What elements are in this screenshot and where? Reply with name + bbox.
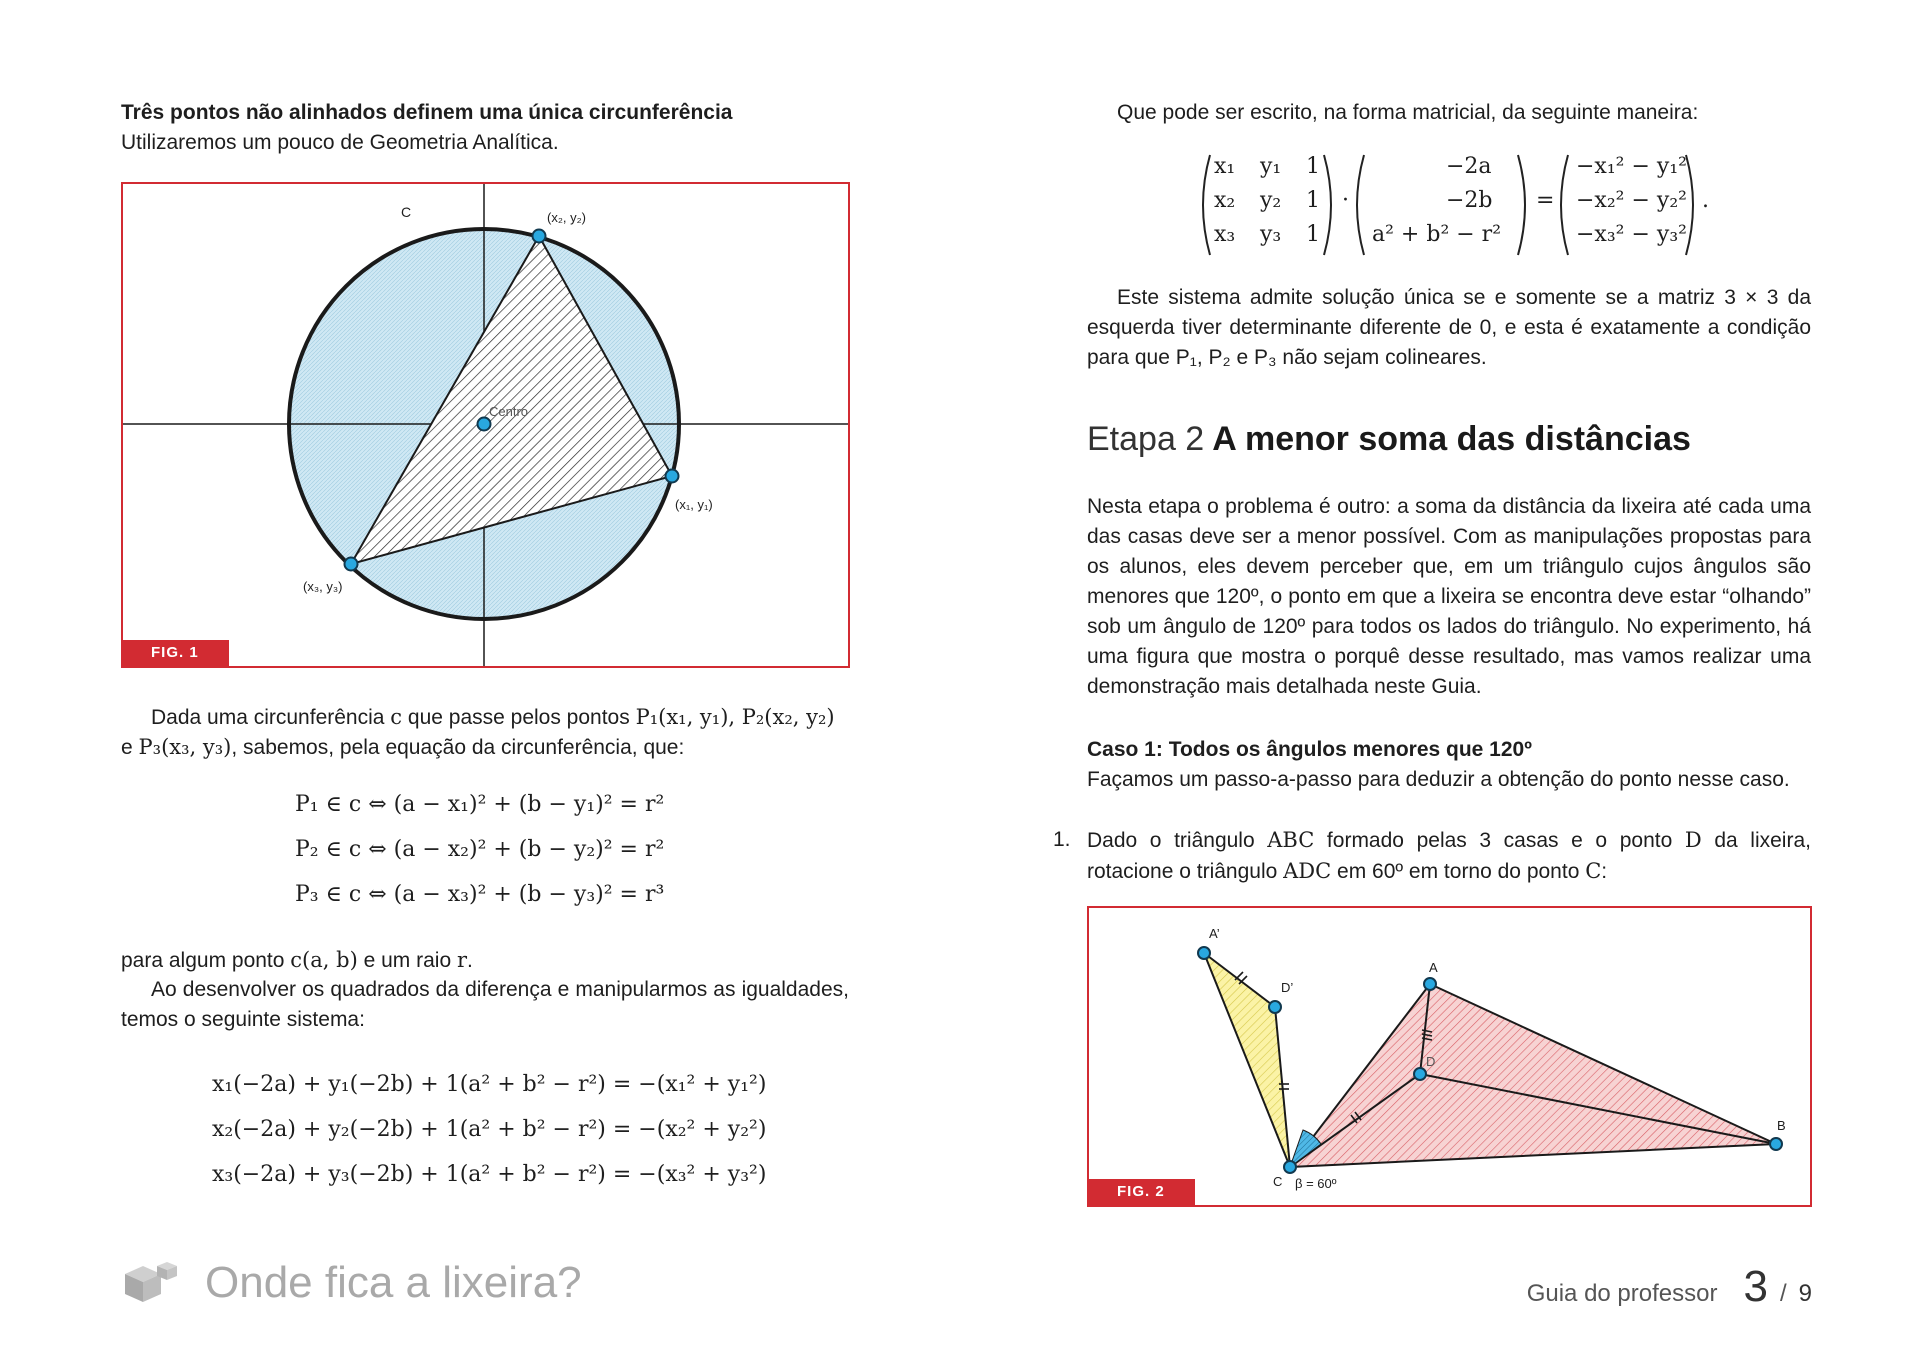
case-title: Caso 1: Todos os ângulos menores que 120º	[1087, 738, 1532, 761]
text-run: e um raio	[357, 949, 457, 972]
para-matrix-intro: Que pode ser escrito, na forma matricial, da seguinte maneira:	[1117, 101, 1699, 124]
math-r: r	[456, 948, 468, 972]
para-unique-solution: Este sistema admite solução única se e somente se a matriz 3 × 3 da esquerda tiver determinante diferente de 0, e esta é exatamente a condição para que P₁, P₂ e P₃ não sejam colineares.	[1087, 286, 1811, 369]
text-run: Dado o triângulo	[1087, 829, 1268, 852]
label-circle-c: C	[401, 204, 412, 220]
math-p3: P₃(x₃, y₃)	[138, 735, 232, 759]
page-number: 3	[1743, 1262, 1768, 1311]
point-d	[1414, 1068, 1426, 1080]
triangle-abc	[1290, 984, 1776, 1167]
equals-operator: =	[1536, 188, 1555, 213]
text-run: e	[121, 736, 139, 759]
text-run: em 60º em torno do ponto	[1331, 860, 1586, 883]
text-run: Dada uma circunferência	[151, 706, 391, 729]
para-system-intro: Ao desenvolver os quadrados da diferença e manipularmos as igualdades, temos o seguinte sistema:	[121, 978, 849, 1031]
para-circle-intro	[121, 702, 849, 733]
text-run: da lixeira, rotacione o triângulo	[1087, 829, 1811, 883]
m1-cell: 1	[1306, 154, 1320, 179]
math-c: c	[390, 705, 403, 729]
label-p3: (x₃, y₃)	[303, 579, 343, 594]
figure-1	[121, 182, 850, 668]
circle-diagram	[123, 184, 848, 666]
m2-cell: a² + b² − r²	[1372, 222, 1502, 247]
label-d-prime: D’	[1281, 980, 1294, 995]
section-number: Etapa 2	[1087, 420, 1205, 458]
m3-cell: −x₃² − y₃²	[1576, 222, 1687, 247]
step-item	[1053, 825, 1811, 887]
rotation-diagram	[1089, 908, 1810, 1205]
equation: x₂(−2a) + y₂(−2b) + 1(a² + b² − r²) = −(x₂² + y₂²)	[212, 1117, 767, 1142]
m1-cell: 1	[1306, 222, 1320, 247]
m1-cell: y₁	[1260, 154, 1282, 179]
text-run: .	[467, 949, 473, 972]
triangle-adc-rotated	[1204, 953, 1290, 1167]
point-d-prime	[1269, 1001, 1281, 1013]
m1-cell: y₃	[1260, 222, 1282, 247]
label-b: B	[1777, 1118, 1786, 1133]
label-p2: (x₂, y₂)	[547, 210, 586, 225]
label-center: Centro	[489, 404, 529, 419]
point-a-prime	[1198, 947, 1210, 959]
equation: x₃(−2a) + y₃(−2b) + 1(a² + b² − r²) = −(x₃² + y₃²)	[212, 1162, 767, 1187]
label-a: A	[1429, 960, 1438, 975]
case-text: Façamos um passo-a-passo para deduzir a obtenção do ponto nesse caso.	[1087, 768, 1790, 791]
label-d: D	[1426, 1054, 1436, 1069]
footer-right	[1527, 1262, 1812, 1312]
label-c: C	[1273, 1174, 1283, 1189]
para-circle-intro-2	[121, 732, 849, 763]
m2-cell: −2a	[1446, 154, 1492, 179]
page-separator: /	[1779, 1280, 1787, 1307]
cube-logo-icon	[121, 1260, 181, 1306]
label-beta: β = 60º	[1295, 1176, 1337, 1191]
label-p1: (x₁, y₁)	[675, 497, 713, 512]
text-run: :	[1601, 860, 1608, 883]
text-run: que passe pelos pontos	[402, 706, 636, 729]
m1-cell: x₃	[1214, 222, 1236, 247]
point-p1	[666, 470, 679, 483]
footer-title: Onde fica a lixeira?	[205, 1258, 582, 1307]
label-a-prime: A’	[1209, 926, 1220, 941]
section-heading: Três pontos não alinhados definem uma única circunferência	[121, 101, 733, 124]
math-d: D	[1684, 828, 1702, 852]
step-number: 1.	[1053, 828, 1071, 851]
equations-circle	[295, 782, 664, 917]
equation: P₂ ∈ c ⇔ (a − x₂)² + (b − y₂)² = r²	[295, 837, 665, 862]
text-run: para algum ponto	[121, 949, 291, 972]
m1-cell: x₂	[1214, 188, 1236, 213]
point-p2	[533, 230, 546, 243]
footer-left	[121, 1258, 582, 1308]
section-name: A menor soma das distâncias	[1212, 420, 1691, 458]
matrix-equation	[1196, 150, 1716, 260]
figure-2	[1087, 906, 1812, 1207]
text-run: , sabemos, pela equação da circunferência, que:	[231, 736, 685, 759]
m2-cell: −2b	[1446, 188, 1493, 213]
para-center-radius	[121, 945, 849, 976]
math-c: C	[1585, 859, 1602, 883]
steps-list	[1053, 825, 1811, 887]
m3-cell: −x₁² − y₁²	[1576, 154, 1687, 179]
math-center: c(a, b)	[290, 948, 358, 972]
m1-cell: 1	[1306, 188, 1320, 213]
point-c	[1284, 1161, 1296, 1173]
footer-guide: Guia do professor	[1526, 1280, 1718, 1307]
equations-system	[212, 1062, 766, 1197]
m3-cell: −x₂² − y₂²	[1576, 188, 1687, 213]
page-total: 9	[1798, 1280, 1812, 1307]
point-a	[1424, 978, 1436, 990]
point-b	[1770, 1138, 1782, 1150]
math-adc: ADC	[1283, 859, 1332, 883]
m1-cell: y₂	[1260, 188, 1282, 213]
point-center	[478, 418, 491, 431]
m1-cell: x₁	[1214, 154, 1236, 179]
dot-operator: ·	[1342, 188, 1349, 213]
equation: P₃ ∈ c ⇔ (a − x₃)² + (b − y₃)² = r³	[295, 882, 665, 907]
matrix-end: .	[1702, 188, 1709, 213]
fig2-label: FIG. 2	[1089, 1179, 1195, 1205]
fig1-label: FIG. 1	[123, 640, 229, 666]
section-subheading: Utilizaremos um pouco de Geometria Analítica.	[121, 131, 559, 154]
equation: P₁ ∈ c ⇔ (a − x₁)² + (b − y₁)² = r²	[295, 792, 665, 817]
section-title-etapa-2	[1087, 420, 1691, 459]
text-run: formado pelas 3 casas e o ponto	[1314, 829, 1685, 852]
math-abc: ABC	[1267, 828, 1315, 852]
para-etapa-2: Nesta etapa o problema é outro: a soma da distância da lixeira até cada uma das casas deve ser a menor possível. Com as manipulações propostas para os alunos, eles devem perceber que, em um triângulo cujos ângulos são menores que 120º, o ponto em que a lixeira se encontra deve estar “olhando” sob um ângulo de 120º para todos os lados do triângulo. No experimento, há uma figura que mostra o porquê desse resultado, mas vamos realizar uma demonstração mais detalhada neste Guia.	[1087, 495, 1811, 698]
equation: x₁(−2a) + y₁(−2b) + 1(a² + b² − r²) = −(x₁² + y₁²)	[212, 1072, 767, 1097]
point-p3	[345, 558, 358, 571]
math-points: P₁(x₁, y₁), P₂(x₂, y₂)	[635, 705, 835, 729]
